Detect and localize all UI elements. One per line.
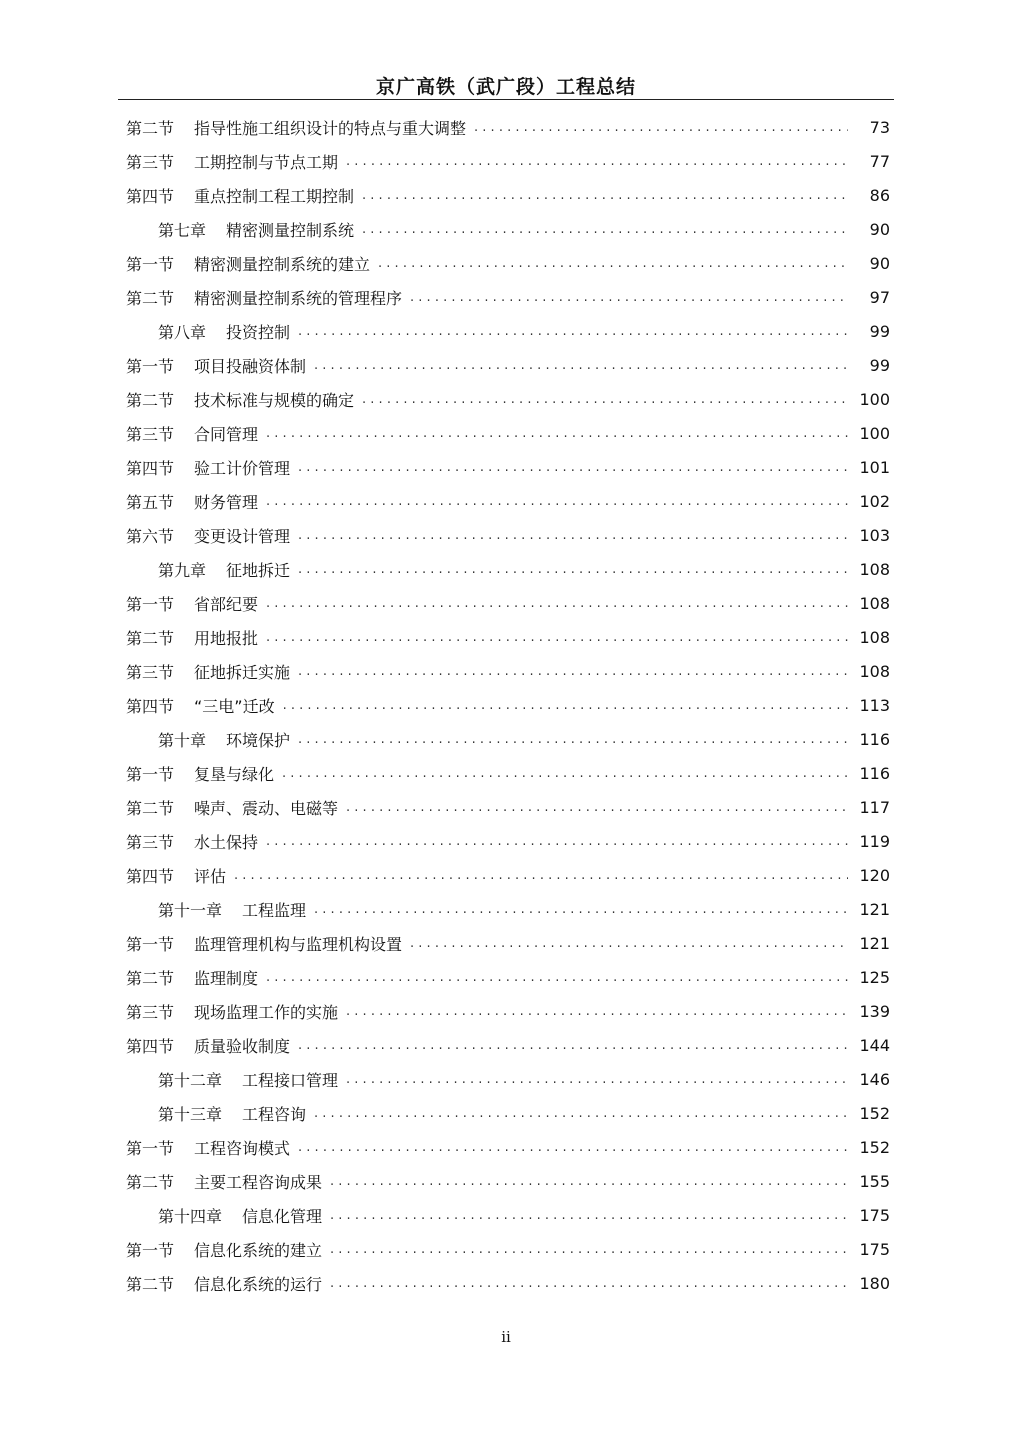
toc-section-entry[interactable]: [126, 994, 890, 1028]
toc-entry-title: 省部纪要: [194, 594, 259, 614]
toc-entry-title: 变更设计管理: [194, 526, 291, 546]
toc-page-number: 108: [859, 661, 890, 681]
toc-chapter-entry[interactable]: [126, 1198, 890, 1232]
toc-dot-leader: [330, 1174, 848, 1189]
toc-entry-title: 水土保持: [194, 832, 259, 852]
toc-page-number: 120: [859, 865, 890, 885]
toc-page-number: 108: [859, 559, 890, 579]
toc-entry-label: 第九章: [158, 560, 207, 580]
toc-entry-title: 环境保护: [226, 730, 291, 750]
toc-page-number: 121: [859, 899, 890, 919]
toc-section-entry[interactable]: [126, 1130, 890, 1164]
toc-entry-title: 投资控制: [226, 322, 291, 342]
toc-dot-leader: [410, 290, 848, 305]
toc-dot-leader: [362, 222, 848, 237]
toc-entry-title: 技术标准与规模的确定: [194, 390, 355, 410]
toc-entry-title: 征地拆迁: [226, 560, 291, 580]
toc-page-number: 155: [859, 1171, 890, 1191]
toc-entry-label: 第二节: [126, 118, 175, 138]
toc-page-number: 77: [869, 151, 890, 171]
toc-dot-leader: [298, 460, 848, 475]
page-number: ii: [501, 1328, 511, 1346]
toc-section-entry[interactable]: [126, 756, 890, 790]
toc-section-entry[interactable]: [126, 858, 890, 892]
toc-dot-leader: [330, 1242, 848, 1257]
toc-entry-label: 第一节: [126, 594, 175, 614]
toc-section-entry[interactable]: [126, 790, 890, 824]
toc-section-entry[interactable]: [126, 1164, 890, 1198]
toc-section-entry[interactable]: [126, 824, 890, 858]
toc-entry-title: 精密测量控制系统: [226, 220, 355, 240]
toc-entry-label: 第一节: [126, 254, 175, 274]
toc-dot-leader: [234, 868, 848, 883]
toc-dot-leader: [266, 596, 848, 611]
toc-dot-leader: [410, 936, 848, 951]
toc-entry-label: 第二节: [126, 798, 175, 818]
toc-dot-leader: [266, 494, 848, 509]
toc-dot-leader: [362, 188, 848, 203]
toc-page-number: 108: [859, 593, 890, 613]
toc-entry-title: 信息化管理: [242, 1206, 323, 1226]
toc-page-number: 175: [859, 1205, 890, 1225]
toc-entry-title: 项目投融资体制: [194, 356, 307, 376]
toc-dot-leader: [474, 120, 848, 135]
toc-section-entry[interactable]: [126, 926, 890, 960]
toc-dot-leader: [362, 392, 848, 407]
toc-dot-leader: [298, 664, 848, 679]
toc-entry-label: 第二节: [126, 288, 175, 308]
toc-chapter-entry[interactable]: [126, 212, 890, 246]
toc-dot-leader: [266, 970, 848, 985]
toc-section-entry[interactable]: [126, 688, 890, 722]
toc-dot-leader: [314, 1106, 848, 1121]
toc-page-number: 146: [859, 1069, 890, 1089]
toc-dot-leader: [298, 1038, 848, 1053]
toc-entry-label: 第四节: [126, 1036, 175, 1056]
toc-page-number: 100: [859, 389, 890, 409]
toc-entry-label: 第四节: [126, 186, 175, 206]
toc-page-number: 144: [859, 1035, 890, 1055]
toc-page-number: 117: [859, 797, 890, 817]
toc-page-number: 100: [859, 423, 890, 443]
toc-dot-leader: [282, 766, 848, 781]
toc-entry-label: 第三节: [126, 424, 175, 444]
header-divider: [118, 99, 894, 100]
toc-chapter-entry[interactable]: [126, 892, 890, 926]
toc-entry-label: 第一节: [126, 934, 175, 954]
toc-page-number: 152: [859, 1103, 890, 1123]
toc-entry-label: 第十四章: [158, 1206, 223, 1226]
toc-entry-label: 第五节: [126, 492, 175, 512]
toc-page-number: 116: [859, 763, 890, 783]
toc-entry-title: 重点控制工程工期控制: [194, 186, 355, 206]
toc-section-entry[interactable]: [126, 144, 890, 178]
toc-page-number: 108: [859, 627, 890, 647]
toc-page-number: 175: [859, 1239, 890, 1259]
toc-dot-leader: [298, 324, 848, 339]
toc-dot-leader: [298, 528, 848, 543]
toc-entry-title: 合同管理: [194, 424, 259, 444]
toc-entry-title: 用地报批: [194, 628, 259, 648]
toc-page-number: 103: [859, 525, 890, 545]
toc-entry-label: 第八章: [158, 322, 207, 342]
toc-entry-title: 工期控制与节点工期: [194, 152, 339, 172]
toc-page-number: 102: [859, 491, 890, 511]
toc-section-entry[interactable]: [126, 484, 890, 518]
toc-page-number: 90: [869, 219, 890, 239]
toc-entry-label: 第四节: [126, 866, 175, 886]
toc-entry-title: 财务管理: [194, 492, 259, 512]
toc-entry-label: 第一节: [126, 1240, 175, 1260]
toc-page-number: 121: [859, 933, 890, 953]
toc-section-entry[interactable]: [126, 348, 890, 382]
toc-dot-leader: [330, 1276, 848, 1291]
toc-entry-label: 第二节: [126, 1274, 175, 1294]
toc-entry-title: 指导性施工组织设计的特点与重大调整: [194, 118, 467, 138]
toc-dot-leader: [283, 698, 848, 713]
toc-entry-title: 精密测量控制系统的建立: [194, 254, 371, 274]
toc-page-number: 152: [859, 1137, 890, 1157]
toc-dot-leader: [298, 1140, 848, 1155]
toc-entry-label: 第二节: [126, 390, 175, 410]
toc-entry-label: 第四节: [126, 458, 175, 478]
toc-section-entry[interactable]: [126, 178, 890, 212]
toc-entry-title: 征地拆迁实施: [194, 662, 291, 682]
toc-page-number: 90: [869, 253, 890, 273]
toc-section-entry[interactable]: [126, 246, 890, 280]
toc-page-number: 116: [859, 729, 890, 749]
toc-entry-title: 工程咨询: [242, 1104, 307, 1124]
toc-page-number: 99: [869, 321, 890, 341]
toc-page-number: 113: [859, 695, 890, 715]
toc-entry-label: 第三节: [126, 152, 175, 172]
toc-page-number: 139: [859, 1001, 890, 1021]
toc-section-entry[interactable]: [126, 960, 890, 994]
toc-dot-leader: [266, 834, 848, 849]
toc-entry-title: 质量验收制度: [194, 1036, 291, 1056]
toc-entry-label: 第二节: [126, 1172, 175, 1192]
toc-entry-title: 现场监理工作的实施: [194, 1002, 339, 1022]
toc-section-entry[interactable]: [126, 1028, 890, 1062]
toc-section-entry[interactable]: [126, 1232, 890, 1266]
toc-entry-label: 第十三章: [158, 1104, 223, 1124]
toc-entry-title: “三电”迁改: [194, 696, 275, 716]
toc-entry-label: 第六节: [126, 526, 175, 546]
toc-dot-leader: [266, 426, 848, 441]
toc-entry-label: 第十章: [158, 730, 207, 750]
toc-section-entry[interactable]: [126, 382, 890, 416]
toc-entry-label: 第三节: [126, 832, 175, 852]
toc-entry-title: 信息化系统的建立: [194, 1240, 323, 1260]
toc-chapter-entry[interactable]: [126, 1062, 890, 1096]
toc-entry-title: 监理管理机构与监理机构设置: [194, 934, 403, 954]
toc-chapter-entry[interactable]: [126, 314, 890, 348]
toc-section-entry[interactable]: [126, 280, 890, 314]
toc-dot-leader: [346, 800, 848, 815]
toc-entry-label: 第十一章: [158, 900, 223, 920]
toc-entry-label: 第一节: [126, 356, 175, 376]
toc-page-number: 101: [859, 457, 890, 477]
toc-section-entry[interactable]: [126, 654, 890, 688]
toc-page-number: 73: [869, 117, 890, 137]
toc-chapter-entry[interactable]: [126, 722, 890, 756]
toc-dot-leader: [298, 732, 848, 747]
toc-page-number: 97: [869, 287, 890, 307]
toc-page-number: 180: [859, 1273, 890, 1293]
toc-entry-title: 工程咨询模式: [194, 1138, 291, 1158]
toc-dot-leader: [346, 1004, 848, 1019]
toc-dot-leader: [346, 1072, 848, 1087]
toc-entry-title: 监理制度: [194, 968, 259, 988]
toc-section-entry[interactable]: [126, 620, 890, 654]
toc-entry-label: 第二节: [126, 968, 175, 988]
toc-entry-label: 第十二章: [158, 1070, 223, 1090]
toc-page-number: 125: [859, 967, 890, 987]
toc-entry-label: 第二节: [126, 628, 175, 648]
toc-section-entry[interactable]: [126, 518, 890, 552]
toc-page-number: 86: [869, 185, 890, 205]
toc-section-entry[interactable]: [126, 110, 890, 144]
toc-entry-label: 第四节: [126, 696, 175, 716]
toc-section-entry[interactable]: [126, 1266, 890, 1300]
toc-entry-title: 精密测量控制系统的管理程序: [194, 288, 403, 308]
toc-dot-leader: [314, 358, 848, 373]
toc-section-entry[interactable]: [126, 416, 890, 450]
toc-entry-title: 复垦与绿化: [194, 764, 275, 784]
toc-section-entry[interactable]: [126, 450, 890, 484]
toc-entry-label: 第三节: [126, 662, 175, 682]
toc-dot-leader: [378, 256, 848, 271]
toc-entry-label: 第一节: [126, 1138, 175, 1158]
toc-page-number: 99: [869, 355, 890, 375]
toc-entry-title: 工程监理: [242, 900, 307, 920]
document-header-title: 京广高铁（武广段）工程总结: [375, 76, 636, 98]
toc-entry-label: 第七章: [158, 220, 207, 240]
toc-entry-title: 评估: [194, 866, 227, 886]
toc-dot-leader: [266, 630, 848, 645]
toc-entry-title: 噪声、震动、电磁等: [194, 798, 339, 818]
toc-page-number: 119: [859, 831, 890, 851]
toc-dot-leader: [346, 154, 848, 169]
toc-entry-label: 第三节: [126, 1002, 175, 1022]
toc-dot-leader: [314, 902, 848, 917]
toc-chapter-entry[interactable]: [126, 1096, 890, 1130]
toc-entry-title: 信息化系统的运行: [194, 1274, 323, 1294]
table-of-contents: [126, 110, 890, 1300]
toc-dot-leader: [298, 562, 848, 577]
toc-section-entry[interactable]: [126, 586, 890, 620]
toc-entry-title: 工程接口管理: [242, 1070, 339, 1090]
toc-entry-title: 主要工程咨询成果: [194, 1172, 323, 1192]
toc-entry-label: 第一节: [126, 764, 175, 784]
toc-entry-title: 验工计价管理: [194, 458, 291, 478]
toc-dot-leader: [330, 1208, 848, 1223]
toc-chapter-entry[interactable]: [126, 552, 890, 586]
